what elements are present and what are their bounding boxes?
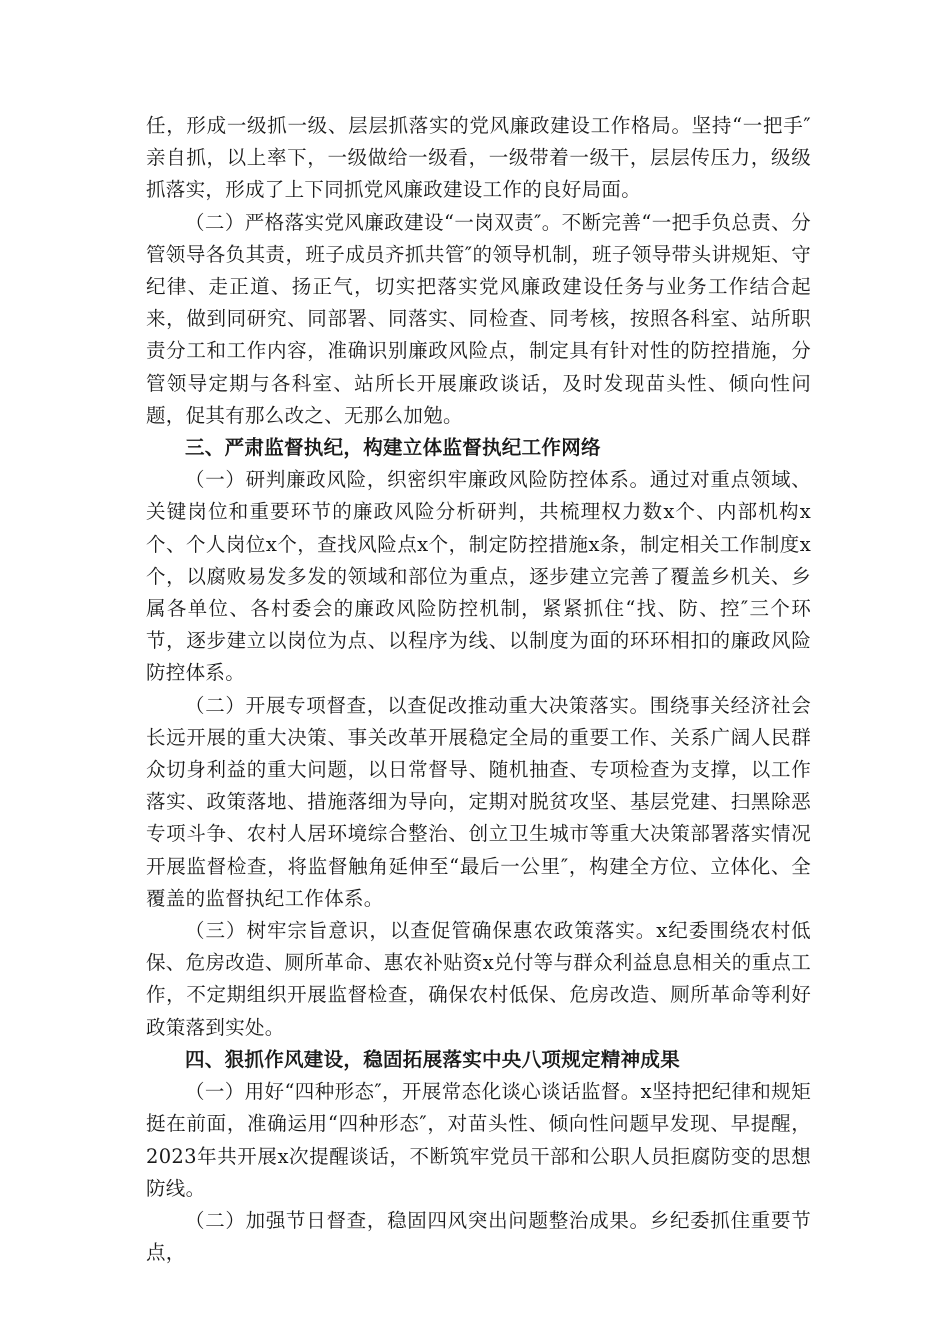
document-body <box>146 110 811 1269</box>
paragraph-risk-assessment: （一）研判廉政风险，织密织牢廉政风险防控体系。通过对重点领域、关键岗位和重要环节的廉政风险分析研判，共梳理权力数x个、内部机构x个、个人岗位x个，查找风险点x个，制定防控措施x条，制定相关工作制度x个，以腐败易发多发的领域和部位为重点，逐步建立完善了覆盖乡机关、乡属各单位、各村委会的廉政风险防控机制，紧紧抓住“找、防、控″三个环节，逐步建立以岗位为点、以程序为线、以制度为面的环环相扣的廉政风险防控体系。 <box>146 468 811 685</box>
paragraph-farmer-policy: （三）树牢宗旨意识，以查促管确保惠农政策落实。x纪委围绕农村低保、危房改造、厕所革命、惠农补贴资x兑付等与群众利益息息相关的重点工作，不定期组织开展监督检查，确保农村低保、危房改造、厕所革命等利好政策落到实处。 <box>146 919 811 1039</box>
paragraph-continuation: 任，形成一级抓一级、层层抓落实的党风廉政建设工作格局。坚持“一把手″亲自抓，以上率下，一级做给一级看，一级带着一级干，层层传压力，级级抓落实，形成了上下同抓党风廉政建设工作的良好局面。 <box>146 114 811 202</box>
paragraph-four-forms: （一）用好“四种形态″，开展常态化谈心谈话监督。x坚持把纪律和规矩挺在前面，准确运用“四种形态″，对苗头性、倾向性问题早发现、早提醒，2023年共开展x次提醒谈话，不断筑牢党员干部和公职人员拒腐防变的思想防线。 <box>146 1080 811 1200</box>
paragraph-holiday-inspection: （二）加强节日督查，稳固四风突出问题整治成果。乡纪委抓住重要节点， <box>146 1208 811 1265</box>
paragraph-special-inspection: （二）开展专项督查，以查促改推动重大决策落实。围绕事关经济社会长远开展的重大决策、事关改革开展稳定全局的重要工作、关系广阔人民群众切身利益的重大问题，以日常督导、随机抽查、专项检查为支撑，以工作落实、政策落地、措施落细为导向，定期对脱贫攻坚、基层党建、扫黑除恶专项斗争、农村人居环境综合整治、创立卫生城市等重大决策部署落实情况开展监督检查，将监督触角延伸至“最后一公里″，构建全方位、立体化、全覆盖的监督执纪工作体系。 <box>146 693 811 910</box>
section-heading-3: 三、严肃监督执纪，构建立体监督执纪工作网络 <box>185 436 601 460</box>
paragraph-one-post-two-duties: （二）严格落实党风廉政建设“一岗双责″。不断完善“一把手负总责、分管领导各负其责，班子成员齐抓共管″的领导机制，班子领导带头讲规矩、守纪律、走正道、扬正气，切实把落实党风廉政建设任务与业务工作结合起来，做到同研究、同部署、同落实、同检查、同考核，按照各科室、站所职责分工和工作内容，准确识别廉政风险点，制定具有针对性的防控措施，分管领导定期与各科室、站所长开展廉政谈话，及时发现苗头性、倾向性问题，促其有那么改之、无那么加勉。 <box>146 210 811 427</box>
section-heading-4: 四、狠抓作风建设，稳固拓展落实中央八项规定精神成果 <box>185 1047 681 1071</box>
